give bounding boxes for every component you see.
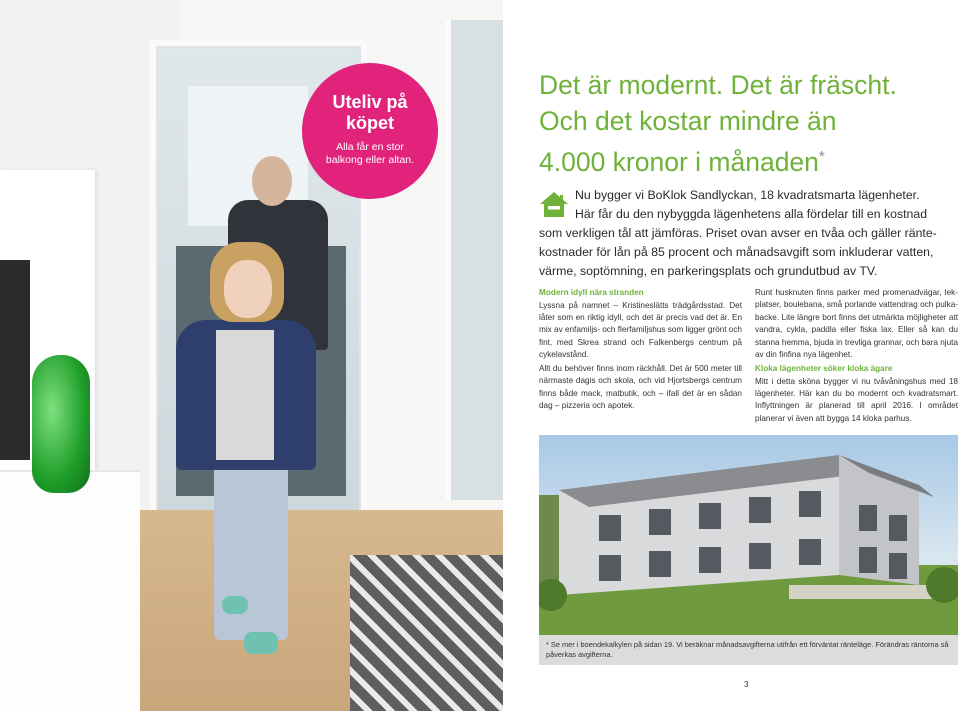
photo-rug [350, 555, 503, 711]
intro-paragraph [539, 186, 959, 281]
badge-title: Uteliv på köpet [332, 92, 408, 133]
section-title-smart-apartments: Kloka lägenheter söker kloka ägare [755, 364, 893, 373]
photo-child-legs [214, 465, 288, 640]
photo-window [445, 20, 503, 500]
photo-cabinet [0, 470, 140, 711]
photo-child-face [224, 260, 272, 318]
intro-line-1: Nu bygger vi BoKlok Sandlyckan, 18 kvadratsmarta lägenheter. [575, 188, 920, 202]
headline-footnote-mark: * [818, 148, 825, 165]
badge-subtitle: Alla får en stor balkong eller altan. [325, 141, 415, 166]
column-left-bottom [539, 363, 742, 413]
intro-line-2: Här får du den nybyggda lägenhetens alla fördelar till en kostnad [575, 206, 928, 221]
building-rendering [539, 435, 958, 635]
photo-child-shoe [244, 632, 278, 654]
building-rendering-art [539, 435, 958, 635]
section-title-modern-idyll: Modern idyll nära stranden [539, 288, 644, 297]
promo-badge [302, 63, 438, 199]
intro-rest: som verkligen tål att jämföras. Priset ovan avser en tvåa och gäller ränte-kostnader för lån på 85 procent och månadsavgift som inkluderar vatten, värme, soptömning, en parkeringsplats och grundutbud av TV. [539, 225, 937, 278]
column-right-bottom [755, 363, 958, 425]
photo-child-shoe [222, 596, 248, 614]
section-body-parks: Runt husknuten finns parker med promenadvägar, lek-platser, boulebana, små porlande vattendrag och pulka-backe. Lite längre bort finns det utmärkta möjligheter att vandra, cykla, paddla eller fiska lax. Eller så kan du stanna hemma, bjuda in trevliga grannar, och bara njuta av din finfina nya lägenhet. [755, 288, 958, 360]
section-body-modern-idyll: Lyssna på namnet – Kristineslätts trädgårdsstad. Det låter som en riktig idyll, och det är precis vad det är. En mix av enfamiljs- och flerfamiljshus som ligger grönt och fint, med Skrea strand och Falkenbergs centrum på cykelavstånd. [539, 300, 742, 360]
footnote: * Se mer i boendekalkylen på sidan 19. Vi beräknar månadsavgifterna utifrån ett förväntat ränteläge. Förändras räntorna så påverkas avgifterna. [539, 635, 958, 665]
headline [539, 68, 949, 180]
section-body-nearby: Allt du behöver finns inom räckhåll. Det är 500 meter till närmaste dagis och skola, och vid Hjortsbergs centrum finns både mack, matbutik, och – ifall det är en sådan dag – pizzeria och apotek. [539, 364, 742, 411]
photo-child-shirt [216, 330, 274, 460]
photo-man-head [252, 156, 292, 206]
headline-text: Det är modernt. Det är fräscht. Och det kostar mindre än 4.000 kronor i månaden [539, 70, 897, 177]
page-number: 3 [744, 680, 749, 689]
section-body-smart-apartments: Mitt i detta sköna bygger vi nu tvåvåningshus med 18 lägenheter. Här kan du bo modernt och kvadratsmart. Inflyttningen är planerad till april 2016. I området planerar vi även att bygga 14 kloka parhus. [755, 376, 958, 423]
photo-tv [0, 260, 30, 460]
column-left-top [539, 287, 742, 362]
photo-green-vase [32, 355, 90, 493]
column-right-top [755, 287, 958, 361]
